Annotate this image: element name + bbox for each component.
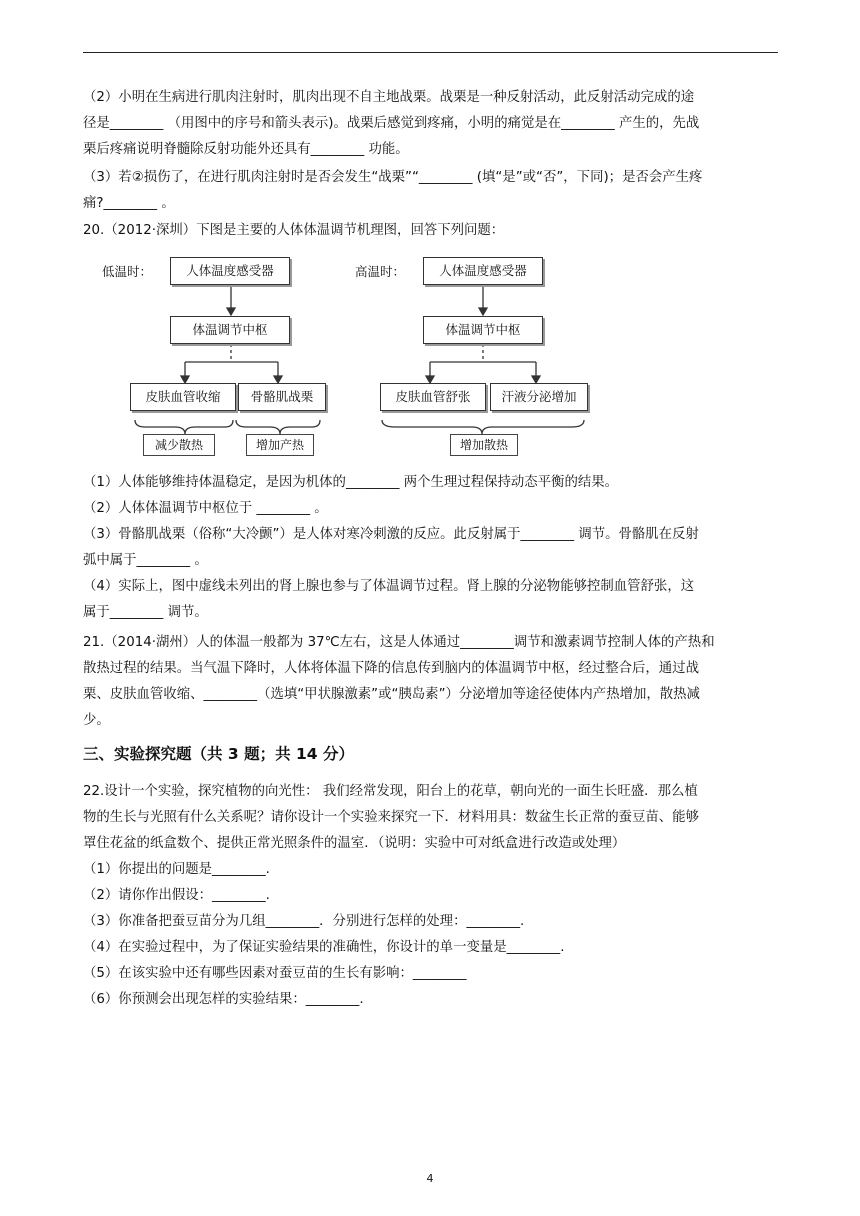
reduce-heat-loss-box: 减少散热 [143, 434, 215, 456]
q20-stem [83, 218, 778, 244]
high-center-box: 体温调节中枢 [423, 316, 543, 344]
text-line: （3）若②损伤了，在进行肌肉注射时是否会发生“战栗”“________ (填“是”或“否”，下同)；是否会产生疼 [83, 170, 703, 185]
text-line: （5）在该实验中还有哪些因素对蚕豆苗的生长有影响：________ [83, 966, 467, 981]
text-line: 罩住花盆的纸盒数个、提供正常光照条件的温室．（说明：实验中可对纸盒进行改造或处理） [83, 836, 626, 851]
text-line: （4）实际上，图中虚线未列出的肾上腺也参与了体温调节过程。肾上腺的分泌物能够控制血管舒张，这 [83, 579, 695, 594]
text-line: （2）小明在生病进行肌肉注射时，肌肉出现不自主地战栗。战栗是一种反射活动，此反射活动完成的途 [83, 90, 695, 105]
text-line: 痛?________ 。 [83, 196, 175, 211]
low-center-box: 体温调节中枢 [170, 316, 290, 344]
text-line: （6）你预测会出现怎样的实验结果：________. [83, 992, 364, 1007]
text-line: 属于________ 调节。 [83, 605, 208, 620]
q19-part3 [83, 165, 778, 217]
text-line: 物的生长与光照有什么关系呢？请你设计一个实验来探究一下．材料用具：数盆生长正常的蚕豆苗、能够 [83, 810, 699, 825]
increase-heat-loss-box: 增加散热 [450, 434, 518, 456]
q19-part2 [83, 85, 778, 163]
text-line: （2）人体体温调节中枢位于 ________ 。 [83, 501, 328, 516]
shivering-box: 骨骼肌战栗 [238, 383, 326, 411]
high-temp-label: 高温时： [355, 264, 406, 279]
thermoregulation-diagram [100, 252, 600, 457]
low-sensor-box: 人体温度感受器 [170, 257, 290, 285]
q21 [83, 630, 778, 734]
low-temp-label: 低温时： [102, 264, 153, 279]
text-line: 径是________ （用图中的序号和箭头表示)。战栗后感觉到疼痛，小明的痛觉是在________ 产生的，先战 [83, 116, 700, 131]
text-line: 栗后疼痛说明脊髓除反射功能外还具有________ 功能。 [83, 142, 409, 157]
text-line: 弧中属于________ 。 [83, 553, 208, 568]
text-line: （3）你准备把蚕豆苗分为几组________．分别进行怎样的处理：________. [83, 914, 525, 929]
section-heading: 三、实验探究题（共 3 题；共 14 分） [83, 745, 354, 763]
text-line: 栗、皮肤血管收缩、________（选填“甲状腺激素”或“胰岛素”）分泌增加等途径使体内产热增加，散热减 [83, 687, 700, 702]
text-line: （4）在实验过程中，为了保证实验结果的准确性，你设计的单一变量是________. [83, 940, 565, 955]
text-line: （1）你提出的问题是________. [83, 862, 270, 877]
sweating-box: 汗液分泌增加 [490, 383, 588, 411]
text-line: 少。 [83, 713, 110, 728]
header-rule [83, 52, 778, 53]
vasoconstriction-box: 皮肤血管收缩 [130, 383, 236, 411]
text-line: （2）请你作出假设：________. [83, 888, 270, 903]
page-number: 4 [426, 1172, 434, 1185]
text-line: （1）人体能够维持体温稳定，是因为机体的________ 两个生理过程保持动态平衡的结果。 [83, 475, 619, 490]
text-line: 22.设计一个实验，探究植物的向光性： 我们经常发现，阳台上的花草，朝向光的一面生长旺盛．那么植 [83, 784, 698, 799]
increase-heat-production-box: 增加产热 [246, 434, 314, 456]
text-line: 散热过程的结果。当气温下降时，人体将体温下降的信息传到脑内的体温调节中枢，经过整合后，通过战 [83, 661, 699, 676]
text-line: （3）骨骼肌战栗（俗称“大冷颤”）是人体对寒冷刺激的反应。此反射属于________ 调节。骨骼肌在反射 [83, 527, 699, 542]
high-sensor-box: 人体温度感受器 [423, 257, 543, 285]
q20-items [83, 470, 778, 626]
question-stem: 20.（2012·深圳）下图是主要的人体体温调节机理图，回答下列问题： [83, 223, 505, 238]
q22 [83, 779, 778, 1013]
vasodilation-box: 皮肤血管舒张 [380, 383, 486, 411]
text-line: 21.（2014·湖州）人的体温一般都为 37℃左右，这是人体通过________调节和激素调节控制人体的产热和 [83, 635, 715, 650]
